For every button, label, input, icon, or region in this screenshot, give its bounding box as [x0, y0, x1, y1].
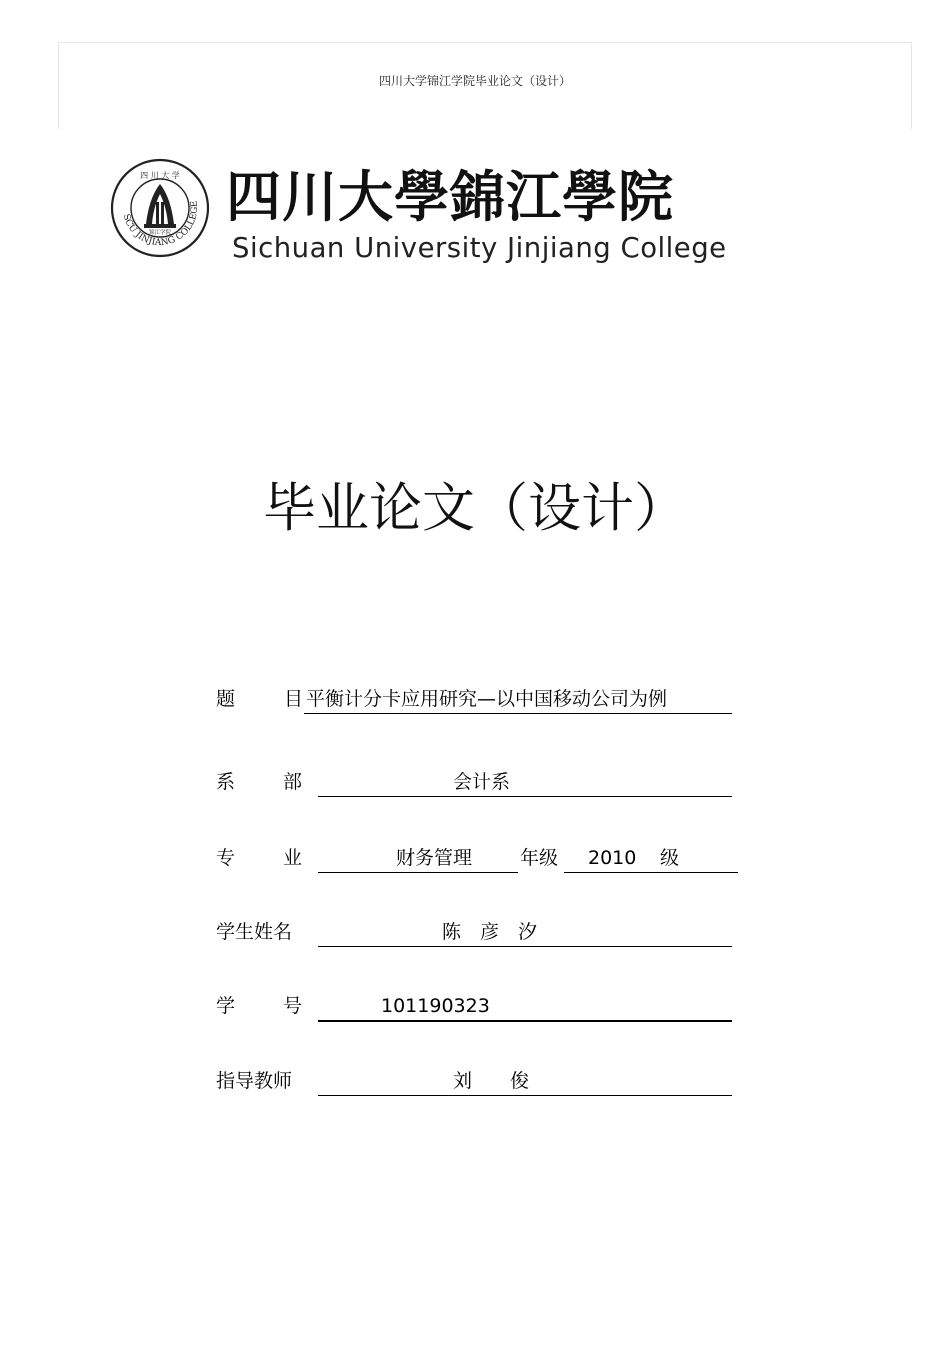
grade-value: 2010: [588, 847, 637, 869]
major-row: [0, 843, 950, 873]
student-name-row: [0, 917, 950, 947]
topic-label: 题: [216, 688, 236, 710]
topic-value: 平衡计分卡应用研究—以中国移动公司为例: [306, 688, 668, 710]
major-label: 专业: [216, 847, 351, 869]
student-name-value: 陈 彦 汐: [442, 921, 538, 943]
seal-ring-text: SCU JINJIANG COLLEGE: [120, 199, 201, 249]
student-id-label: 学号: [216, 995, 351, 1017]
department-value: 会计系: [453, 771, 511, 793]
advisor-value: 刘 俊: [453, 1070, 530, 1092]
student-id-value: 101190323: [381, 995, 490, 1017]
running-header: 四川大学锦江学院毕业论文（设计）: [378, 74, 571, 88]
student-id-row: [0, 991, 950, 1021]
student-name-label: 学生姓名: [216, 921, 293, 943]
grade-suffix: 级: [660, 847, 680, 869]
seal-top-text: 四 川 大 学: [140, 171, 180, 180]
advisor-row: [0, 1066, 950, 1096]
university-seal-logo: [110, 158, 210, 258]
document-title: 毕业论文（设计）: [263, 478, 687, 539]
advisor-label: 指导教师: [216, 1070, 293, 1092]
seal-inner-text: 锦江学院: [148, 230, 172, 236]
grade-label: 年级: [520, 847, 559, 869]
university-name-english: Sichuan University Jinjiang College: [232, 232, 727, 264]
department-underline: [318, 796, 732, 797]
department-label: 系部: [216, 771, 351, 793]
topic-label-suffix: 目: [284, 688, 304, 710]
department-row: [0, 767, 950, 797]
major-value: 财务管理: [396, 847, 473, 869]
university-name-chinese: 四川大學錦江學院: [226, 164, 675, 229]
topic-row: [0, 684, 950, 714]
